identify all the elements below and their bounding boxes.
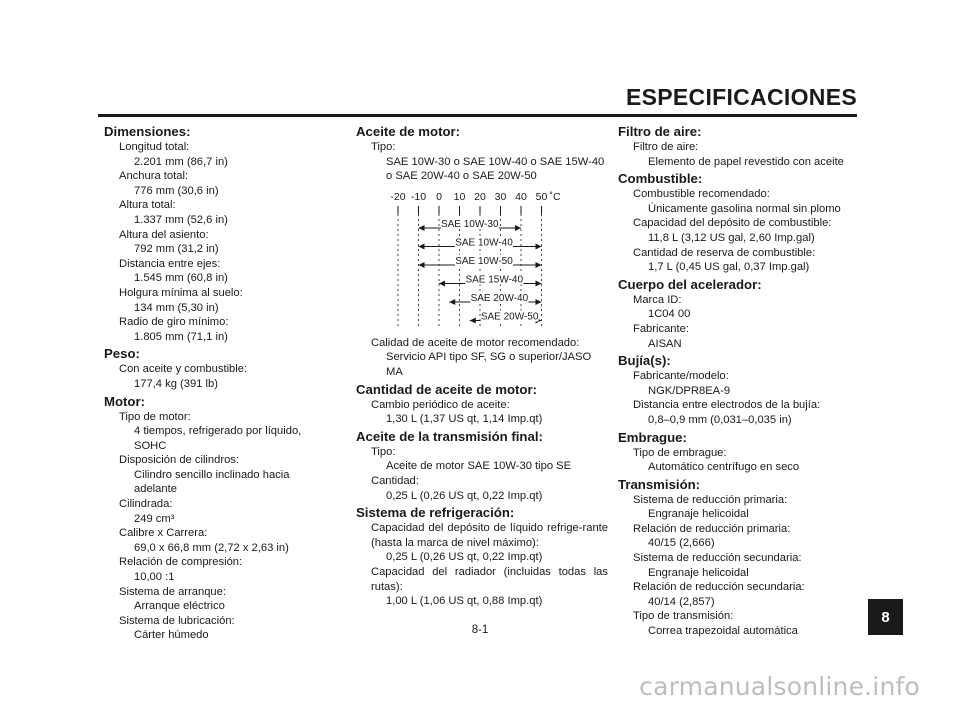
grade-label: SAE 15W-40 — [465, 274, 524, 286]
spec-value: Únicamente gasolina normal sin plomo — [648, 202, 841, 215]
spec-value: Elemento de papel revestido con aceite — [648, 155, 844, 168]
spec-value: 776 mm (30,6 in) — [134, 184, 219, 197]
section-heading: Combustible: — [618, 171, 703, 187]
column-oil — [356, 122, 608, 609]
spec-label: Relación de reducción secundaria: — [633, 581, 805, 594]
temp-tick-label: 20 — [474, 190, 486, 203]
temp-tick-label: -10 — [410, 190, 427, 203]
grade-label: SAE 20W-40 — [470, 292, 529, 304]
oil-viscosity-chart — [386, 190, 586, 330]
spec-label: Fabricante: — [633, 322, 689, 335]
spec-value: 1,30 L (1,37 US qt, 1,14 Imp.qt) — [386, 413, 543, 426]
spec-value: Engranaje helicoidal — [648, 508, 749, 521]
spec-value: 40/15 (2,666) — [648, 537, 715, 550]
grade-label: SAE 10W-40 — [455, 237, 513, 249]
section-heading: Embrague: — [618, 429, 687, 445]
spec-value: Automático centrífugo en seco — [648, 461, 800, 474]
spec-value: 134 mm (5,30 in) — [134, 301, 219, 314]
spec-label: Tipo de motor: — [119, 410, 191, 423]
temp-tick-label: 10 — [453, 190, 466, 203]
spec-value: 1,00 L (1,06 US qt, 0,88 Imp.qt) — [386, 595, 543, 608]
header-rule — [98, 114, 857, 117]
spec-label: Sistema de reducción secundaria: — [633, 552, 802, 565]
spec-value: 1.545 mm (60,8 in) — [134, 272, 228, 285]
spec-label: Cantidad de reserva de combustible: — [633, 246, 816, 259]
oil-section-bottom — [356, 336, 608, 609]
spec-label: Fabricante/modelo: — [633, 370, 729, 383]
grade-label: SAE 10W-50 — [455, 255, 513, 267]
temp-unit: ˚C — [549, 190, 561, 203]
column-fuel-transmission — [618, 122, 858, 639]
spec-value: 0,8–0,9 mm (0,031–0,035 in) — [648, 413, 792, 426]
section-heading: Filtro de aire: — [618, 124, 702, 139]
spec-label: Sistema de arranque: — [119, 585, 226, 598]
spec-label: Cambio periódico de aceite: — [371, 398, 510, 411]
spec-value: 792 mm (31,2 in) — [134, 243, 219, 256]
spec-label: Altura total: — [119, 199, 176, 212]
spec-value: 177,4 kg (391 lb) — [134, 377, 218, 390]
section-heading: Peso: — [104, 346, 140, 362]
spec-label: Tipo: — [371, 141, 396, 153]
spec-label: Filtro de aire: — [633, 141, 699, 153]
spec-value: Arranque eléctrico — [134, 600, 225, 613]
arrow-right-icon — [515, 225, 521, 231]
spec-value: 4 tiempos, refrigerado por líquido, SOHC — [134, 425, 302, 452]
spec-label: Capacidad del depósito de combustible: — [633, 217, 832, 230]
spec-label: Anchura total: — [119, 170, 189, 183]
section-heading: Transmisión: — [618, 476, 701, 492]
spec-label: Cilindrada: — [119, 498, 173, 511]
spec-value: 10,00 :1 — [134, 571, 175, 584]
spec-label: Capacidad del depósito de líquido refrige-rante (hasta la marca de nivel máximo): — [371, 522, 608, 549]
spec-value: Aceite de motor SAE 10W-30 tipo SE — [386, 460, 572, 473]
spec-label: Distancia entre electrodos de la bujía: — [633, 399, 821, 412]
spec-value: 2.201 mm (86,7 in) — [134, 155, 228, 168]
spec-label: Tipo de embrague: — [633, 446, 727, 459]
spec-value: 11,8 L (3,12 US gal, 2,60 Imp.gal) — [648, 231, 815, 244]
arrow-left-icon — [419, 243, 425, 249]
section-heading: Cantidad de aceite de motor: — [356, 381, 537, 397]
temp-tick-label: 30 — [494, 190, 507, 203]
spec-value: AISAN — [648, 337, 682, 350]
page-title: ESPECIFICACIONES — [625, 84, 857, 110]
spec-value: 1C04 00 — [648, 308, 691, 321]
spec-label: Combustible recomendado: — [633, 188, 770, 201]
spec-label: Sistema de reducción primaria: — [633, 493, 788, 506]
spec-label: Calidad de aceite de motor recomendado: — [371, 336, 580, 349]
spec-label: Relación de reducción primaria: — [633, 522, 791, 535]
arrow-left-icon — [470, 317, 476, 323]
spec-label: Radio de giro mínimo: — [119, 316, 229, 329]
spec-value: 1.337 mm (52,6 in) — [134, 213, 228, 226]
section-heading: Aceite de motor: — [356, 124, 461, 139]
spec-label: Longitud total: — [119, 141, 190, 153]
spec-label: Tipo de transmisión: — [633, 610, 734, 623]
temp-tick-label: -20 — [390, 190, 406, 203]
arrow-right-icon — [536, 299, 542, 305]
spec-value: 0,25 L (0,26 US qt, 0,22 Imp.qt) — [386, 489, 543, 502]
spec-label: Holgura mínima al suelo: — [119, 286, 243, 299]
section-heading: Aceite de la transmisión final: — [356, 428, 543, 444]
spec-value: SAE 10W-30 o SAE 10W-40 o SAE 15W-40 o SAE 20W-40 o SAE 20W-50 — [386, 155, 605, 183]
spec-value: Cilindro sencillo inclinado hacia adelante — [134, 468, 290, 496]
spec-label: Disposición de cilindros: — [119, 454, 240, 467]
spec-value: NGK/DPR8EA-9 — [648, 384, 731, 397]
spec-label: Con aceite y combustible: — [119, 363, 248, 376]
spec-value: 0,25 L (0,26 US qt, 0,22 Imp.qt) — [386, 551, 543, 564]
spec-label: Relación de compresión: — [119, 556, 243, 569]
spec-label: Cantidad: — [371, 474, 419, 487]
spec-value: Servicio API tipo SF, SG o superior/JASO MA — [386, 351, 592, 378]
chapter-tab: 8 — [868, 599, 903, 635]
spec-label: Sistema de lubricación: — [119, 614, 235, 627]
section-heading: Bujía(s): — [618, 353, 671, 369]
spec-value: 40/14 (2,857) — [648, 595, 715, 608]
spec-label: Altura del asiento: — [119, 228, 209, 241]
oil-viscosity-svg — [386, 190, 586, 330]
arrow-left-icon — [419, 225, 425, 231]
arrow-right-icon — [536, 262, 542, 268]
temp-tick-label: 40 — [515, 190, 527, 203]
temp-tick-label: 50 — [535, 190, 548, 203]
spec-value: 69,0 x 66,8 mm (2,72 x 2,63 in) — [134, 541, 289, 554]
spec-label: Calibre x Carrera: — [119, 527, 208, 540]
spec-value: 1.805 mm (71,1 in) — [134, 330, 228, 343]
spec-value: Cárter húmedo — [134, 629, 209, 642]
spec-value: 249 cm³ — [134, 512, 175, 525]
spec-label: Capacidad del radiador (incluidas todas las rutas): — [371, 565, 608, 593]
arrow-left-icon — [419, 262, 425, 268]
temp-tick-label: 0 — [436, 190, 442, 203]
spec-value: 1,7 L (0,45 US gal, 0,37 Imp.gal) — [648, 261, 810, 274]
section-heading: Cuerpo del acelerador: — [618, 276, 762, 292]
arrow-left-icon — [449, 299, 455, 305]
section-heading: Dimensiones: — [104, 124, 191, 139]
spec-label: Marca ID: — [633, 293, 682, 306]
page-number: 8-1 — [471, 624, 489, 636]
spec-value: Engranaje helicoidal — [648, 566, 749, 579]
section-heading: Motor: — [104, 393, 146, 409]
arrow-right-icon — [536, 243, 542, 249]
spec-label: Distancia entre ejes: — [119, 257, 221, 270]
grade-label: SAE 20W-50 — [480, 311, 539, 323]
column-dimensions-engine — [104, 122, 334, 643]
section-heading: Sistema de refrigeración: — [356, 505, 515, 521]
watermark: carmanualsonline.info — [639, 672, 920, 701]
spec-value: Correa trapezoidal automática — [648, 625, 798, 638]
arrow-right-icon — [536, 280, 542, 286]
grade-label: SAE 10W-30 — [440, 218, 499, 230]
oil-section-top — [356, 124, 608, 184]
arrow-left-icon — [439, 280, 445, 286]
spec-label: Tipo: — [371, 445, 396, 458]
